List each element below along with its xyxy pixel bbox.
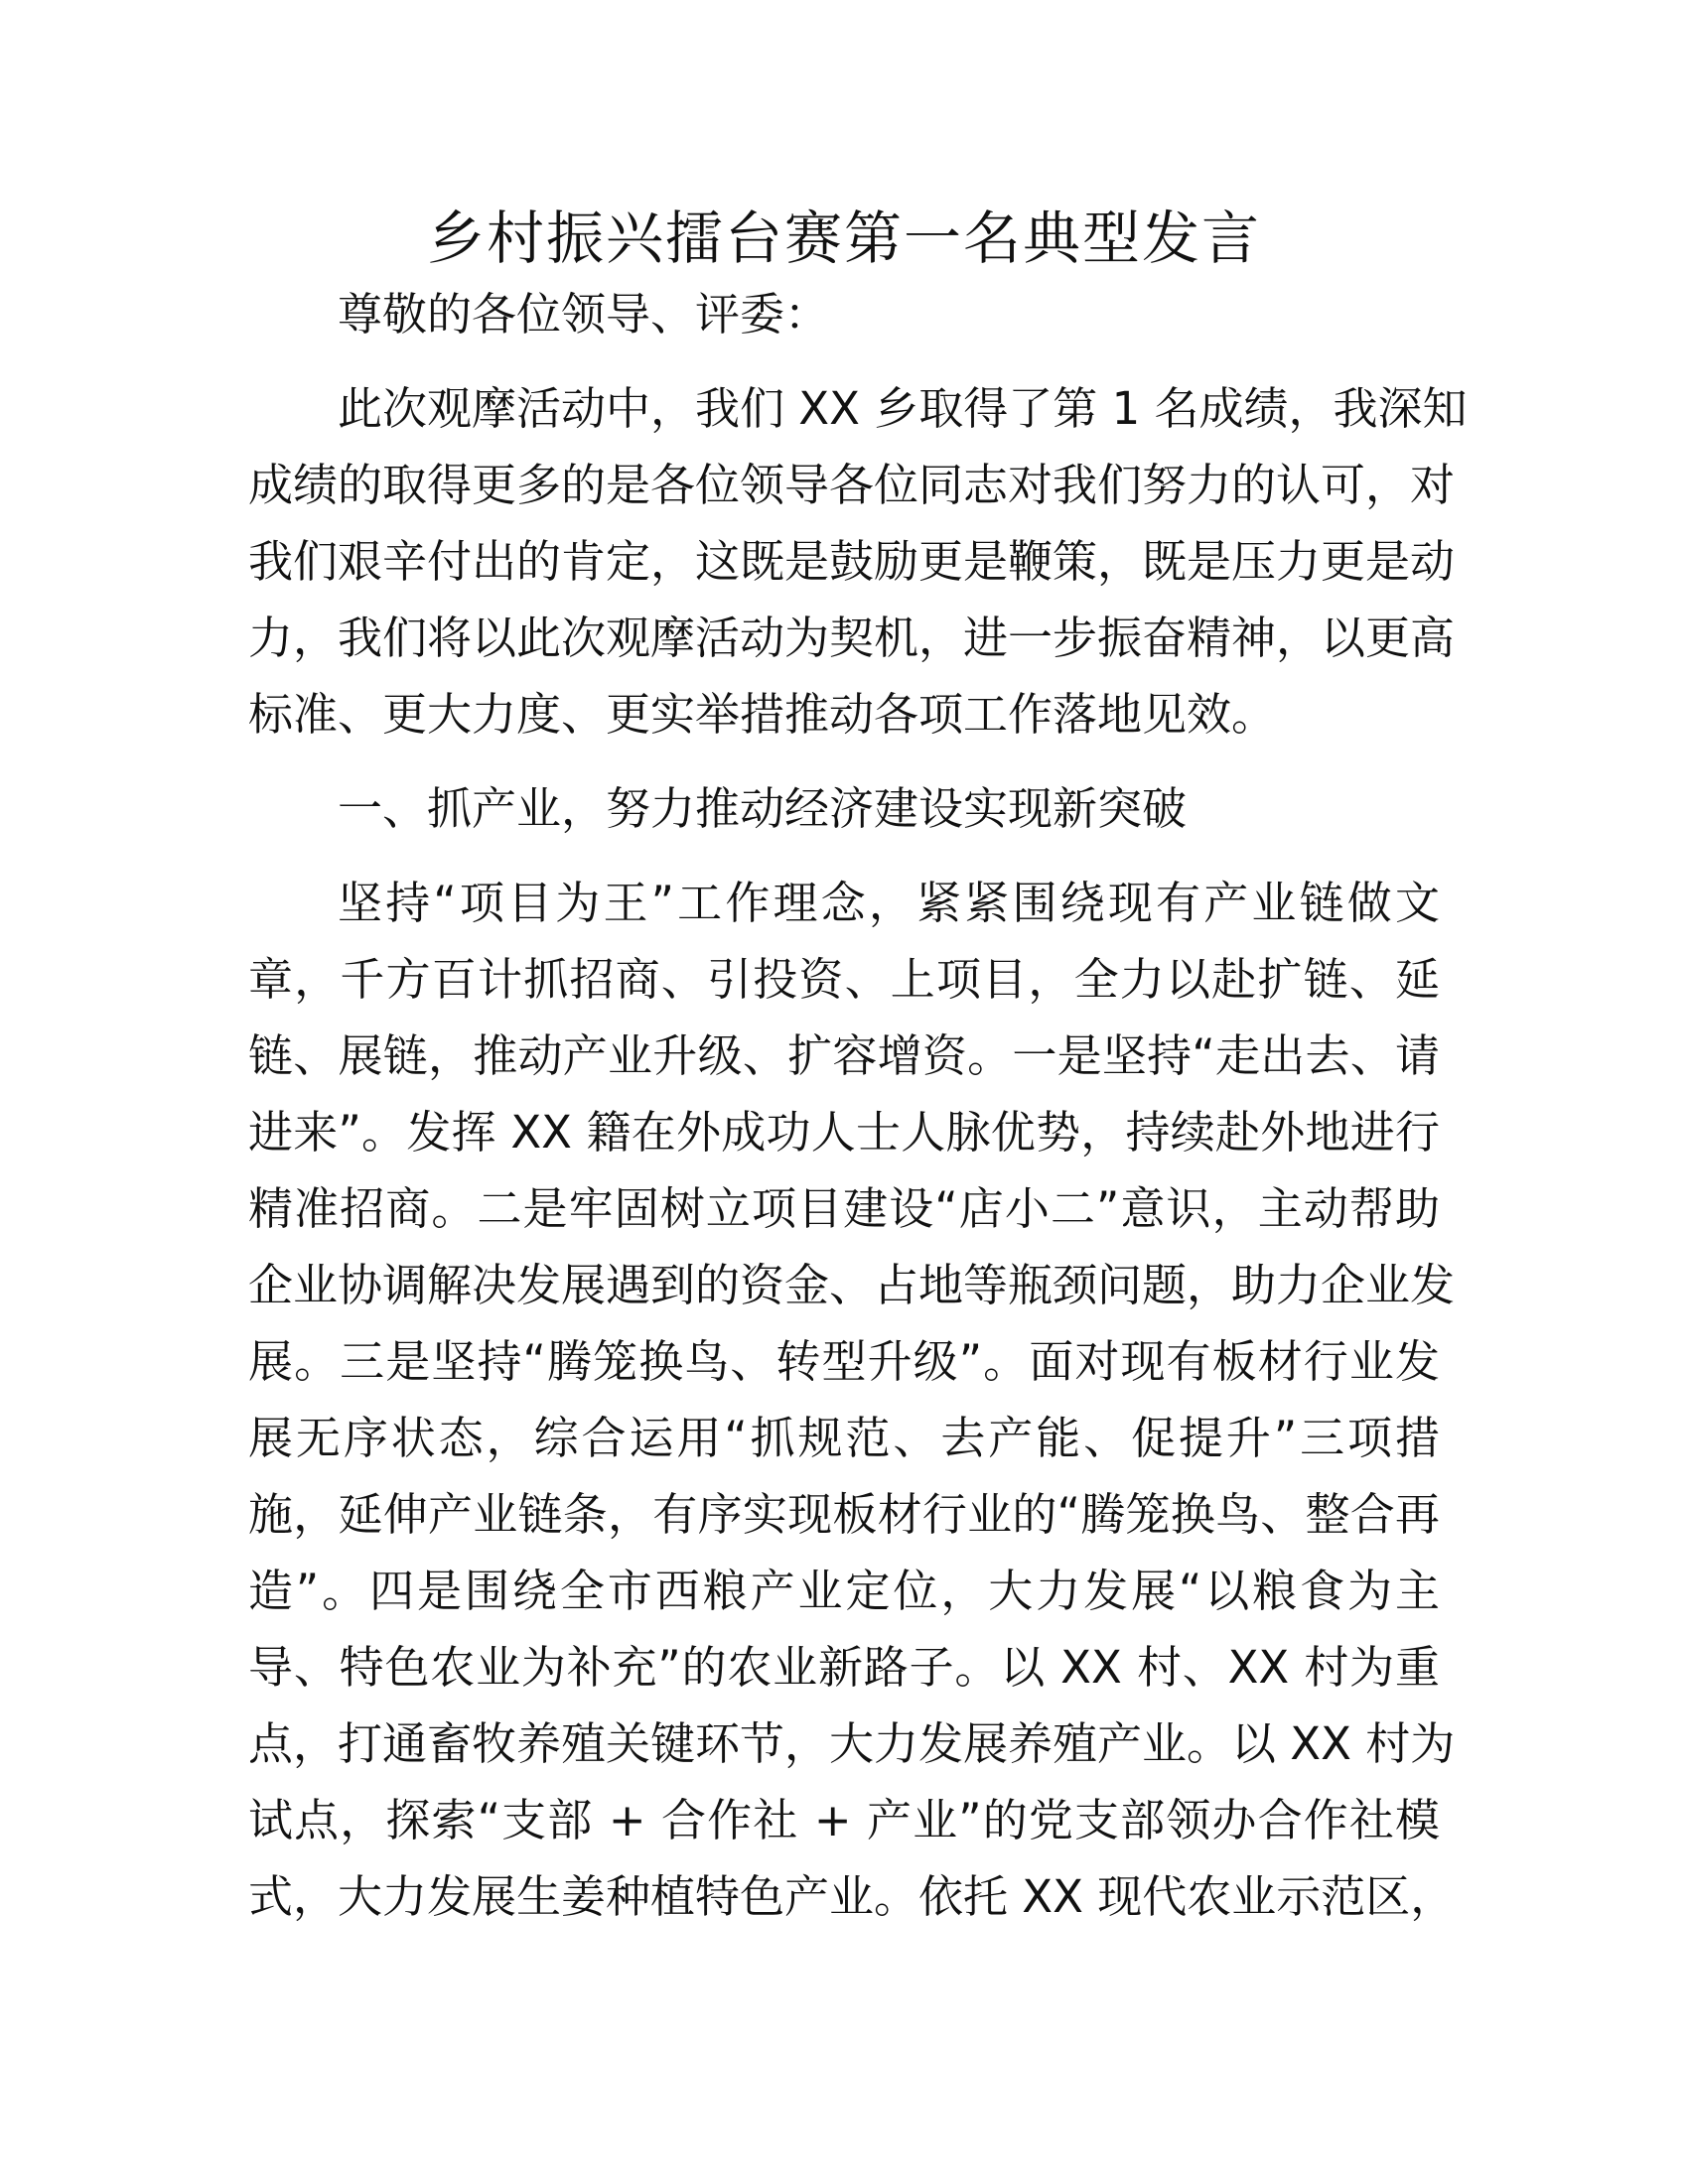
body-line: 点，打通畜牧养殖关键环节，大力发展养殖产业。以 XX 村为 bbox=[248, 1717, 1456, 1770]
intro-paragraph bbox=[248, 370, 1468, 752]
body-line: 造”。四是围绕全市西粮产业定位，大力发展“以粮食为主 bbox=[248, 1565, 1440, 1617]
body-line: 展。三是坚持“腾笼换鸟、转型升级”。面对现有板材行业发 bbox=[248, 1335, 1440, 1388]
intro-line: 此次观摩活动中，我们 XX 乡取得了第 1 名成绩，我深知 bbox=[338, 382, 1468, 435]
intro-line: 标准、更大力度、更实举措推动各项工作落地见效。 bbox=[248, 688, 1277, 741]
intro-line: 成绩的取得更多的是各位领导各位同志对我们努力的认可，对 bbox=[248, 459, 1456, 511]
salutation-line: 尊敬的各位领导、评委： bbox=[338, 288, 830, 341]
salutation-paragraph bbox=[248, 276, 1440, 352]
body-line: 进来”。发挥 XX 籍在外成功人士人脉优势，持续赴外地进行 bbox=[248, 1106, 1440, 1159]
intro-line: 我们艰辛付出的肯定，这既是鼓励更是鞭策，既是压力更是动 bbox=[248, 535, 1456, 588]
intro-line: 力，我们将以此次观摩活动为契机，进一步振奋精神，以更高 bbox=[248, 612, 1456, 664]
body-line: 坚持“项目为王”工作理念，紧紧围绕现有产业链做文 bbox=[338, 877, 1440, 929]
section-heading-line: 一、抓产业，努力推动经济建设实现新突破 bbox=[338, 782, 1188, 835]
body-line: 章，千方百计抓招商、引投资、上项目，全力以赴扩链、延 bbox=[248, 953, 1440, 1006]
body-line: 施，延伸产业链条，有序实现板材行业的“腾笼换鸟、整合再 bbox=[248, 1488, 1440, 1541]
body-line: 式，大力发展生姜种植特色产业。依托 XX 现代农业示范区， bbox=[248, 1870, 1456, 1923]
body-line: 精准招商。二是牢固树立项目建设“店小二”意识，主动帮助 bbox=[248, 1182, 1440, 1235]
document-title: 乡村振兴擂台赛第一名典型发言 bbox=[426, 205, 1261, 272]
body-line: 导、特色农业为补充”的农业新路子。以 XX 村、XX 村为重 bbox=[248, 1641, 1440, 1694]
body-line: 链、展链，推动产业升级、扩容增资。一是坚持“走出去、请 bbox=[248, 1029, 1440, 1082]
body-line: 企业协调解决发展遇到的资金、占地等瓶颈问题，助力企业发 bbox=[248, 1259, 1456, 1311]
section-heading bbox=[248, 770, 1440, 847]
document-body bbox=[248, 276, 1468, 1935]
body-line: 展无序状态，综合运用“抓规范、去产能、促提升”三项措 bbox=[248, 1412, 1440, 1464]
body-line: 试点，探索“支部 + 合作社 + 产业”的党支部领办合作社模 bbox=[248, 1794, 1440, 1846]
body-paragraph bbox=[248, 865, 1456, 1935]
